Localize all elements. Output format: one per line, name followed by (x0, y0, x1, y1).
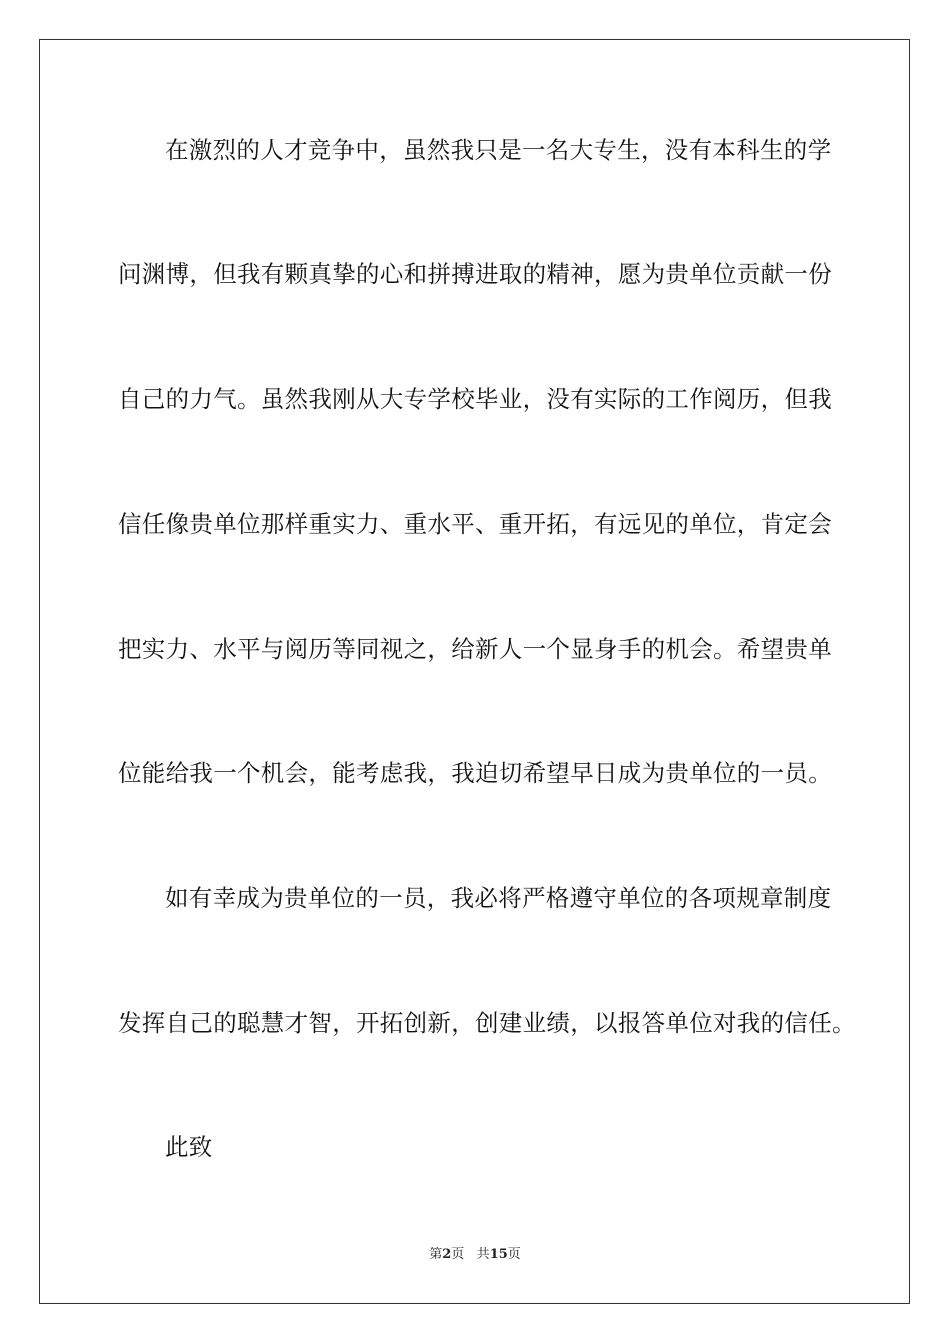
footer-total-prefix: 共 (476, 1247, 490, 1262)
closing-salutation: 此致 (165, 1133, 213, 1161)
paragraph-line-4: 信任像贵单位那样重实力、重水平、重开拓，有远见的单位，肯定会 (118, 510, 832, 538)
footer-page-suffix: 页 (451, 1247, 465, 1262)
paragraph-line-6: 位能给我一个机会，能考虑我，我迫切希望早日成为贵单位的一员。 (118, 759, 832, 787)
paragraph-line-3: 自己的力气。虽然我刚从大专学校毕业，没有实际的工作阅历，但我 (118, 385, 832, 413)
page-footer (0, 1247, 950, 1263)
paragraph-line-5: 把实力、水平与阅历等同视之，给新人一个显身手的机会。希望贵单 (118, 635, 832, 663)
footer-page-prefix: 第 (429, 1247, 443, 1262)
paragraph-line-1: 在激烈的人才竞争中，虽然我只是一名大专生，没有本科生的学 (165, 136, 832, 164)
paragraph-line-7: 如有幸成为贵单位的一员，我必将严格遵守单位的各项规章制度 (165, 884, 832, 912)
paragraph-line-2: 问渊博，但我有颗真挚的心和拼搏进取的精神，愿为贵单位贡献一份 (118, 260, 832, 288)
page-border (39, 39, 910, 1304)
paragraph-line-8: 发挥自己的聪慧才智，开拓创新，创建业绩，以报答单位对我的信任。 (118, 1009, 856, 1037)
footer-current-page: 2 (442, 1247, 452, 1262)
footer-total-suffix: 页 (507, 1247, 521, 1262)
footer-total-pages: 15 (489, 1247, 508, 1262)
